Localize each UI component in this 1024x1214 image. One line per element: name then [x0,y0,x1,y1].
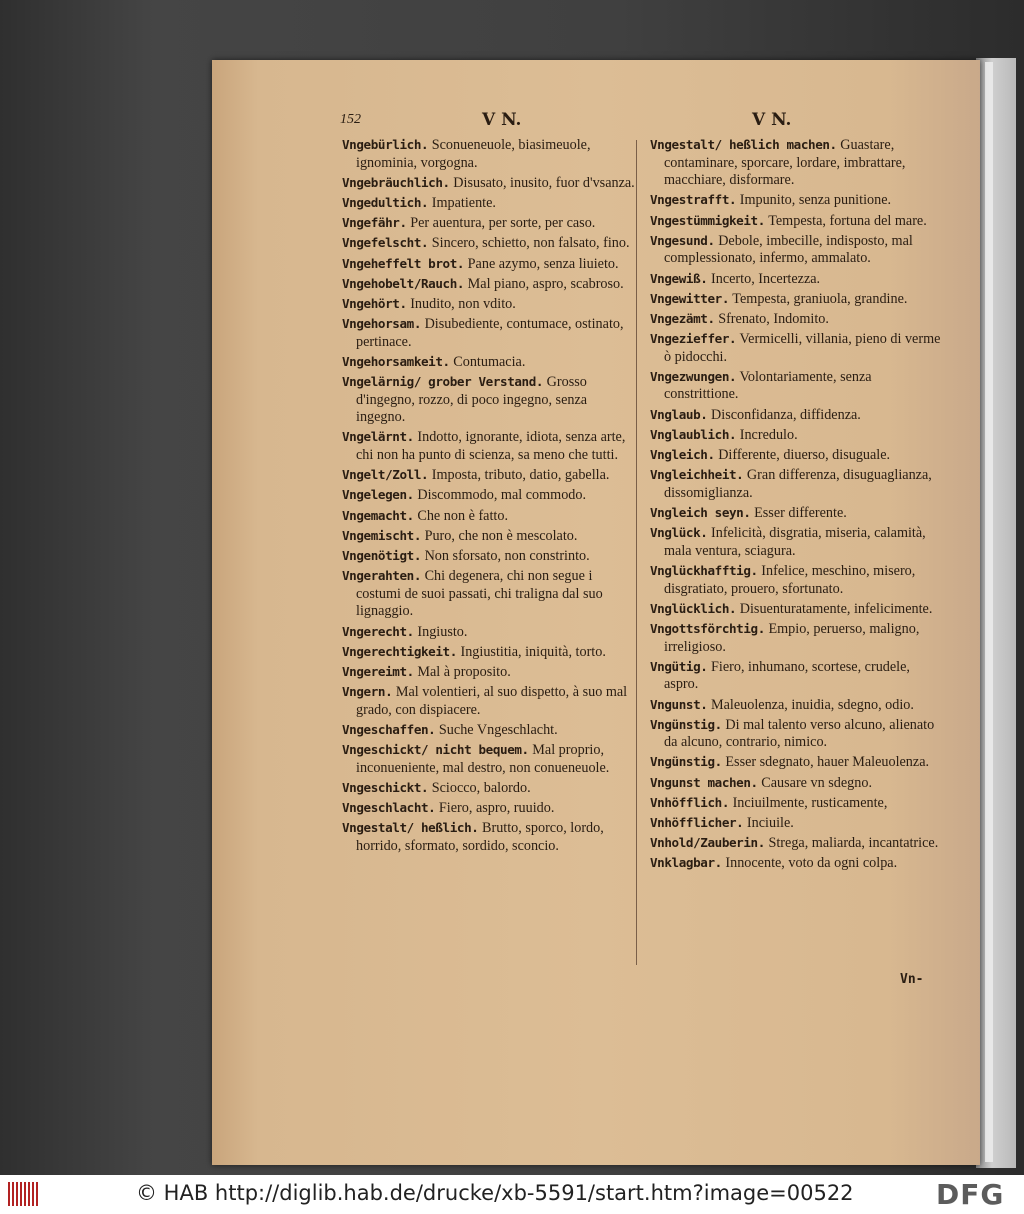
dictionary-entry [342,643,638,662]
entry-definition: Fiero, aspro, ruuido. [435,800,555,817]
dictionary-entry [342,623,638,642]
entry-definition: Ingiusto. [413,623,468,640]
entry-headword: Vnhöfflicher. [650,815,744,831]
dictionary-entry [342,275,638,294]
entry-definition: Discommodo, mal commodo. [413,487,587,504]
dictionary-entry [650,562,946,598]
hab-barcode-icon [6,1180,38,1208]
entry-definition: Sincero, schietto, non falsato, fino. [428,235,630,252]
dictionary-entry [650,716,946,752]
dictionary-entry [342,315,638,351]
entry-headword: Vngebürlich. [342,137,429,152]
entry-definition: Innocente, voto da ogni colpa. [721,855,898,872]
entry-headword: Vngünstig. [650,716,722,732]
entry-headword: Vngenötigt. [342,547,422,563]
dictionary-entry [650,426,946,445]
entry-definition: Per auentura, per sorte, per caso. [406,215,596,232]
dictionary-entry [650,854,946,873]
entry-headword: Vnhold/Zauberin. [650,835,765,851]
entry-headword: Vnglaub. [650,406,708,422]
entry-definition: Guastare, contaminare, sporcare, lordare, imbrattare, macchiare, disformare. [664,137,906,189]
dictionary-entry [342,466,638,485]
entry-headword: Vnhöfflich. [650,794,730,810]
entry-headword: Vnklagbar. [650,855,722,871]
entry-headword: Vngedultich. [342,194,429,210]
entry-headword: Vnglücklich. [650,600,737,616]
entry-headword: Vngewitter. [650,290,730,306]
entry-definition: Suche Vngeschlacht. [435,721,558,738]
entry-headword: Vnglückhafftig. [650,562,758,578]
entry-headword: Vngestrafft. [650,192,737,208]
dictionary-entry [650,834,946,853]
entry-headword: Vngütig. [650,658,708,674]
dictionary-entry [650,212,946,231]
entry-headword: Vngelegen. [342,487,414,503]
right-column [650,136,946,875]
entry-definition: Impatiente. [428,194,496,211]
entry-definition: Impunito, senza punitione. [736,192,892,209]
entry-headword: Vngern. [342,684,393,700]
dictionary-entry [342,819,638,855]
entry-headword: Vngünstig. [650,754,722,770]
entry-definition: Mal proprio, inconueniente, mal destro, non conueneuole. [356,742,610,776]
entry-definition: Disusato, inusito, fuor d'vsanza. [449,174,635,191]
entry-headword: Vngezwungen. [650,368,737,384]
entry-headword: Vnglück. [650,525,708,541]
entry-definition: Tempesta, fortuna del mare. [764,212,927,229]
entry-headword: Vngezämt. [650,310,715,326]
entry-definition: Incerto, Incertezza. [707,270,821,287]
dictionary-entry [650,136,946,190]
entry-headword: Vngeschickt/ nicht bequem. [342,742,529,758]
column-divider [636,140,637,965]
dictionary-entry [342,255,638,274]
entry-headword: Vngottsförchtig. [650,620,765,636]
entry-definition: Non sforsato, non constrinto. [421,547,590,564]
dictionary-entry [650,368,946,404]
dictionary-entry [650,504,946,523]
entry-definition: Strega, maliarda, incantatrice. [764,835,939,852]
dictionary-entry [342,136,638,172]
dictionary-entry [342,799,638,818]
entry-definition: Indotto, ignorante, idiota, senza arte, chi non ha punto di scienza, sa meno che tutti. [356,429,626,464]
dictionary-entry [650,794,946,813]
dictionary-entry [650,696,946,715]
entry-headword: Vngefelscht. [342,235,429,251]
entry-headword: Vngehorsamkeit. [342,353,450,369]
entry-definition: Imposta, tributo, datio, gabella. [428,467,610,484]
entry-headword: Vngerecht. [342,623,414,639]
entry-headword: Vngleich seyn. [650,505,751,520]
dictionary-entry [650,620,946,656]
dictionary-entry [342,741,638,777]
catchword: Vn- [900,972,924,987]
entry-definition: Puro, che non è mescolato. [421,527,578,544]
dictionary-entry [650,524,946,560]
dictionary-entry [342,234,638,253]
dictionary-entry [650,753,946,772]
entry-headword: Vngunst machen. [650,774,758,790]
right-running-head: V N. [752,110,792,130]
next-page-edge [976,58,1016,1168]
left-running-head: V N. [482,110,522,130]
next-page-edge-highlight [985,62,993,1162]
dictionary-entry [342,295,638,314]
entry-headword: Vngelt/Zoll. [342,467,429,483]
entry-definition: Che non è fatto. [413,507,508,524]
entry-definition: Di mal talento verso alcuno, alienato da alcuno, contrario, nimico. [664,716,935,751]
entry-headword: Vngemischt. [342,527,422,543]
entry-headword: Vngemacht. [342,507,414,523]
entry-definition: Fiero, inhumano, scortese, crudele, aspro. [664,658,910,693]
entry-headword: Vngesund. [650,232,715,248]
dictionary-entry [342,721,638,740]
entry-headword: Vngestümmigkeit. [650,212,765,228]
entry-definition: Inciuilmente, rusticamente, [729,794,888,811]
dictionary-entry [342,663,638,682]
dictionary-entry [650,270,946,289]
entry-definition: Disuenturatamente, infelicimente. [736,600,933,617]
entry-headword: Vngunst. [650,696,708,712]
entry-definition: Chi degenera, chi non segue i costumi de suoi passati, chi traligna dal suo lignaggio. [356,568,603,620]
entry-definition: Disubediente, contumace, ostinato, pertinace. [356,316,624,350]
entry-definition: Inciuile. [743,815,794,832]
entry-definition: Inudito, non vdito. [406,295,516,312]
entry-headword: Vngehorsam. [342,316,422,332]
dictionary-entry [650,466,946,502]
dictionary-entry [650,290,946,309]
dictionary-entry [650,814,946,833]
dictionary-entry [650,330,946,366]
dictionary-entry [650,446,946,465]
entry-definition: Differente, diuerso, disuguale. [714,447,891,464]
entry-definition: Esser differente. [750,505,847,521]
dfg-logo: DFG [936,1178,1005,1211]
entry-definition: Ingiustitia, iniquità, torto. [456,643,606,660]
entry-definition: Contumacia. [449,353,526,370]
entry-headword: Vngerahten. [342,568,422,584]
dictionary-entry [342,527,638,546]
entry-definition: Sciocco, balordo. [428,779,531,796]
footer-copyright-link[interactable]: © HAB http://diglib.hab.de/drucke/xb-5591/start.htm?image=00522 [136,1181,854,1205]
entry-headword: Vngeheffelt brot. [342,255,465,271]
entry-definition: Gran differenza, disuguaglianza, dissomiglianza. [664,467,932,501]
entry-definition: Tempesta, graniuola, grandine. [729,290,908,307]
dictionary-entry [650,406,946,425]
entry-headword: Vngezieffer. [650,331,737,347]
dictionary-entry [342,214,638,233]
page-number: 152 [340,112,361,127]
dictionary-entry [650,600,946,619]
entry-headword: Vngehört. [342,295,407,311]
entry-definition: Mal volentieri, al suo dispetto, à suo mal grado, con dispiacere. [356,684,628,718]
entry-headword: Vngleich. [650,447,715,463]
entry-definition: Mal à proposito. [413,663,511,680]
dictionary-entry [650,310,946,329]
entry-headword: Vngewiß. [650,270,708,286]
entry-definition: Disconfidanza, diffidenza. [707,406,861,423]
dictionary-entry [342,174,638,193]
dictionary-entry [650,658,946,694]
dictionary-entry [342,507,638,526]
entry-definition: Causare vn sdegno. [757,774,872,791]
entry-headword: Vngebräuchlich. [342,174,450,190]
entry-definition: Volontariamente, senza constrittione. [664,368,872,403]
entry-definition: Infelicità, disgratia, miseria, calamità, mala ventura, sciagura. [664,525,926,559]
entry-headword: Vngehobelt/Rauch. [342,275,465,291]
entry-headword: Vnglaublich. [650,426,737,442]
entry-headword: Vngestalt/ heßlich machen. [650,137,837,152]
entry-definition: Debole, imbecille, indisposto, mal complessionato, infermo, ammalato. [664,232,913,267]
dictionary-entry [342,779,638,798]
dictionary-entry [650,232,946,268]
dictionary-entry [342,353,638,372]
entry-definition: Brutto, sporco, lordo, horrido, sformato, sordido, sconcio. [356,820,604,854]
entry-definition: Infelice, meschino, misero, disgratiato, prouero, sfortunato. [664,562,916,597]
page-header [212,108,980,138]
entry-definition: Incredulo. [736,426,798,443]
entry-headword: Vngereimt. [342,663,414,679]
entry-headword: Vngerechtigkeit. [342,643,457,659]
entry-definition: Pane azymo, senza liuieto. [464,255,619,272]
entry-headword: Vngeschaffen. [342,721,436,737]
dictionary-entry [342,683,638,719]
dictionary-entry [342,428,638,464]
entry-headword: Vngefähr. [342,215,407,231]
entry-definition: Empio, peruerso, maligno, irreligioso. [664,620,920,655]
dictionary-entry [650,774,946,793]
dictionary-entry [342,373,638,427]
dictionary-entry [342,486,638,505]
dictionary-entry [650,191,946,210]
entry-definition: Grosso d'ingegno, rozzo, di poco ingegno, senza ingegno. [356,374,588,426]
left-column [342,136,638,857]
entry-headword: Vngeschickt. [342,779,429,795]
dictionary-entry [342,547,638,566]
entry-definition: Maleuolenza, inuidia, sdegno, odio. [707,696,914,713]
entry-headword: Vngelärnt. [342,429,414,445]
entry-definition: Vermicelli, villania, pieno di verme ò pidocchi. [664,331,941,365]
entry-headword: Vngelärnig/ grober Verstand. [342,374,544,390]
entry-definition: Sfrenato, Indomito. [714,310,829,327]
dictionary-entry [342,567,638,621]
entry-definition: Mal piano, aspro, scabroso. [464,275,624,292]
dictionary-entry [342,194,638,213]
entry-headword: Vngestalt/ heßlich. [342,820,479,836]
footer-bar [0,1175,1024,1214]
entry-definition: Esser sdegnato, hauer Maleuolenza. [721,754,930,771]
entry-definition: Sconueneuole, biasimeuole, ignominia, vorgogna. [356,137,591,171]
entry-headword: Vngeschlacht. [342,800,436,816]
entry-headword: Vngleichheit. [650,467,744,483]
